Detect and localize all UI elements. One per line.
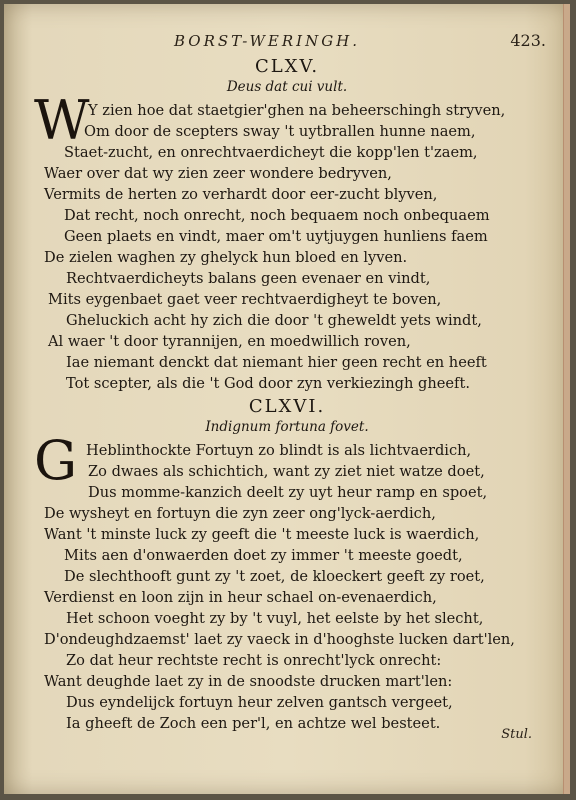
- verse-line: Iae niemant denckt dat niemant hier geen recht en heeft: [66, 354, 487, 371]
- verse-line: Dus momme-kanzich deelt zy uyt heur ramp en spoet,: [88, 484, 488, 501]
- poem-number: CLXV.: [254, 56, 320, 77]
- verse-line: Ia gheeft de Zoch een per'l, en achtze wel besteet.: [66, 715, 441, 732]
- book-page: [4, 4, 570, 794]
- verse-line: Zo dwaes als schichtich, want zy ziet niet watze doet,: [88, 463, 485, 480]
- page-number: 423.: [510, 31, 546, 50]
- verse-line: De wysheyt en fortuyn die zyn zeer ong'lyck-aerdich,: [44, 505, 436, 522]
- verse-line: Want deughde laet zy in de snoodste drucken mart'len:: [44, 673, 453, 690]
- verse-line: Staet-zucht, en onrechtvaerdicheyt die kopp'len t'zaem,: [64, 144, 478, 161]
- verse-line: Rechtvaerdicheyts balans geen evenaer en vindt,: [66, 270, 431, 287]
- drop-capital: W: [34, 89, 90, 152]
- verse-line: De slechthooft gunt zy 't zoet, de kloeckert geeft zy roet,: [64, 568, 485, 585]
- poem-lines: [4, 429, 570, 734]
- verse-line: Geen plaets en vindt, maer om't uytjuygen hunliens faem: [64, 228, 488, 245]
- verse-line: Dus eyndelijck fortuyn heur zelven gantsch vergeet,: [66, 694, 453, 711]
- verse-line: Heblinthockte Fortuyn zo blindt is als lichtvaerdich,: [86, 442, 472, 459]
- poem-clxvi: [4, 396, 570, 734]
- verse-line: Want 't minste luck zy geeft die 't meeste luck is waerdich,: [44, 526, 480, 543]
- verse-line: Verdienst en loon zijn in heur schael on-evenaerdich,: [44, 589, 437, 606]
- catchword: Stul.: [501, 727, 532, 742]
- verse-line: Vermits de herten zo verhardt door eer-zucht blyven,: [44, 186, 438, 203]
- verse-line: Mits aen d'onwaerden doet zy immer 't meeste goedt,: [64, 547, 463, 564]
- verse-line: Al waer 't door tyrannijen, en moedwillich roven,: [48, 333, 411, 350]
- verse-line: Waer over dat wy zien zeer wondere bedryven,: [44, 165, 392, 182]
- verse-line: Y zien hoe dat staetgier'ghen na beheerschingh stryven,: [88, 102, 506, 119]
- poem-motto: Indignum fortuna fovet.: [205, 419, 369, 435]
- verse-line: Om door de scepters sway 't uytbrallen hunne naem,: [84, 123, 476, 140]
- poem-number: CLXVI.: [248, 396, 326, 417]
- running-header: BORST-WERINGH.: [174, 32, 361, 50]
- verse-line: Mits eygenbaet gaet veer rechtvaerdigheyt te boven,: [48, 291, 442, 308]
- verse-line: Gheluckich acht hy zich die door 't gheweldt yets windt,: [66, 312, 482, 329]
- verse-line: D'ondeughdzaemst' laet zy vaeck in d'hooghste lucken dart'len,: [44, 631, 515, 648]
- verse-line: Het schoon voeght zy by 't vuyl, het eelste by het slecht,: [66, 610, 484, 627]
- drop-capital: G: [34, 429, 78, 492]
- verse-line: Dat recht, noch onrecht, noch bequaem noch onbequaem: [64, 207, 490, 224]
- poem-clxv: [4, 56, 570, 394]
- poem-motto: Deus dat cui vult.: [226, 79, 348, 95]
- verse-line: De zielen waghen zy ghelyck hun bloed en lyven.: [44, 249, 408, 266]
- verse-line: Tot scepter, als die 't God door zyn verkiezingh gheeft.: [66, 375, 470, 392]
- verse-line: Zo dat heur rechtste recht is onrecht'lyck onrecht:: [66, 652, 442, 669]
- poem-lines: [4, 89, 570, 394]
